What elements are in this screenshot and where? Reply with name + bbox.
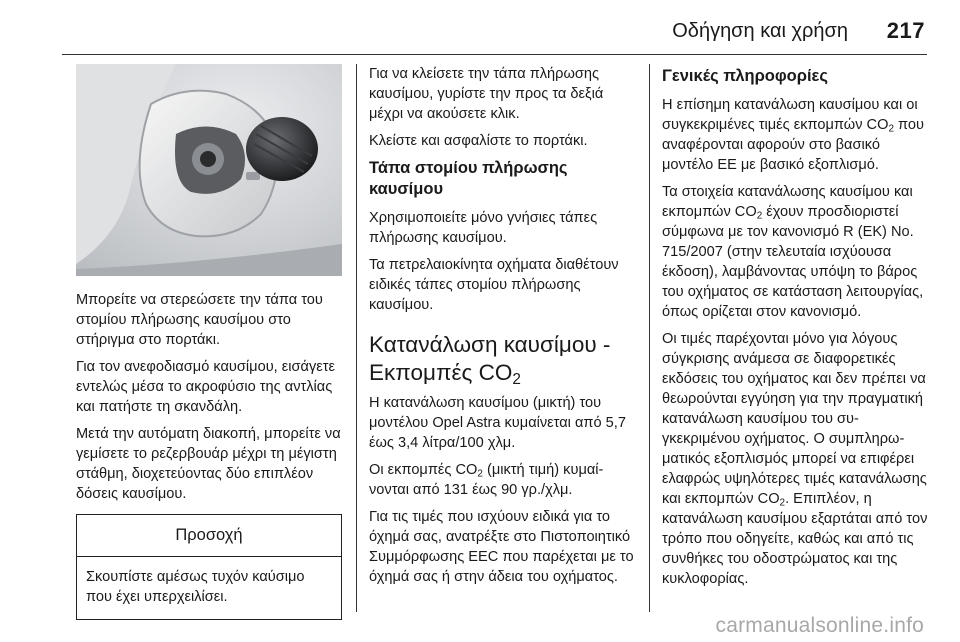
watermark: carmanualsonline.info [715, 614, 924, 637]
paragraph: Η επίσημη κατανάλωση καυσίμου και οι συγκεκριμένες τιμές εκπομπών $CO_2$ που αναφέρονται αφορούν στο βασικό μοντέλο ΕΕ με βασικό εξοπλισμό. [662, 97, 924, 173]
paragraph: Για τις τιμές που ισχύουν ειδικά για το όχημά σας, ανατρέξτε στο Πιστοποιητικό Συμμόρφωσης EEC που παρέχεται με το όχημά σας ή στην άδεια του οχήματος. [369, 509, 634, 585]
consumption-heading [369, 331, 635, 387]
caution-title: Προσοχή [77, 515, 341, 557]
paragraph: Οι τιμές παρέχονται μόνο για λόγους σύγκρισης ανάμεσα σε διαφορετικές εκδόσεις του οχήματος και δεν πρέπει να θεωρούνται εγγύηση για την πραγματική κατανάλωση καυσίμου του συγκεκριμένου οχήματος. Ο συμπληρωματικός εξοπλισμός μπορεί να επιφέρει ελαφρώς υψηλότερες τιμές κατανάλωσης και εκπομπών $CO_2$. Επιπλέον, η κατανάλωση καυσίμου εξαρτάται από τον τρόπο που οδηγείτε, καθώς και από τις συνθήκες του οδοστρώματος και της κυκλοφορίας. [662, 331, 928, 587]
paragraph: Μετά την αυτόματη διακοπή, μπορείτε να γεμίσετε το ρεζερβουάρ μέχρι τη μέγιστη στάθμη, διοχετεύοντας δύο επιπλέον δόσεις καυσίμου. [76, 426, 341, 502]
column-divider-2 [649, 64, 650, 612]
section-title: Οδήγηση και χρήση [672, 20, 848, 42]
caution-text: Σκουπίστε αμέσως τυχόν καύσιμο που έχει υπερχειλίσει. [86, 569, 305, 605]
paragraph: Η κατανάλωση καυσίμου (μικτή) του μοντέλου Opel Astra κυμαίνεται από 5,7 έως 3,4 λίτρα/100 χλμ. [369, 395, 626, 451]
column-1 [76, 64, 342, 620]
paragraph: Χρησιμοποιείτε μόνο γνήσιες τάπες πλήρωσης καυσίμου. [369, 210, 598, 246]
paragraph: Οι εκπομπές $CO_2$ (μικτή τιμή) κυμαίνονται από 131 έως 90 γρ./χλμ. [369, 462, 604, 498]
caution-box [76, 514, 342, 620]
page-number: 217 [886, 18, 925, 43]
paragraph: Μπορείτε να στερεώσετε την τάπα του στομίου πλήρωσης καυσίμου στο στήριγμα στο πορτάκι. [76, 292, 323, 348]
column-divider-1 [356, 64, 357, 612]
column-2 [369, 64, 635, 594]
fuel-cap-heading: Τάπα στομίου πλήρωσης καυσίμου [369, 159, 568, 198]
paragraph: Τα πετρελαιοκίνητα οχήματα διαθέτουν ειδικές τάπες στομίου πλήρωσης καυσίμου. [369, 257, 619, 313]
paragraph: Για τον ανεφοδιασμό καυσίμου, εισάγετε εντελώς μέσα το ακροφύσιο της αντλίας και πατήστε τη σκανδάλη. [76, 359, 336, 415]
fuel-cap-illustration [76, 64, 342, 276]
heading-line-1: Κατανάλωση καυσίμου - [369, 332, 611, 357]
column-3 [662, 64, 928, 596]
subscript: 2 [512, 370, 521, 388]
paragraph: Κλείστε και ασφαλίστε το πορτάκι. [369, 133, 588, 149]
general-info-heading: Γενικές πληροφορίες [662, 67, 828, 85]
header-rule [62, 54, 927, 55]
paragraph: Για να κλείσετε την τάπα πλήρωσης καυσίμου, γυρίστε την προς τα δεξιά μέχρι να ακούσετε κλικ. [369, 66, 604, 122]
paragraph: Τα στοιχεία κατανάλωσης καυσίμου και εκπομπών $CO_2$ έχουν προσδιοριστεί σύμφωνα με τον κανονισμό R (EK) No. 715/2007 (στην τελευταία ισχύουσα έκδοση), λαμβάνοντας υπόψη το βάρος του οχήματος σε κατάσταση λειτουργίας, όπως ορίζεται στον κανονισμό. [662, 184, 924, 320]
heading-line-2: Εκπομπές CO [369, 360, 513, 385]
fuel-flap-image [76, 64, 342, 276]
